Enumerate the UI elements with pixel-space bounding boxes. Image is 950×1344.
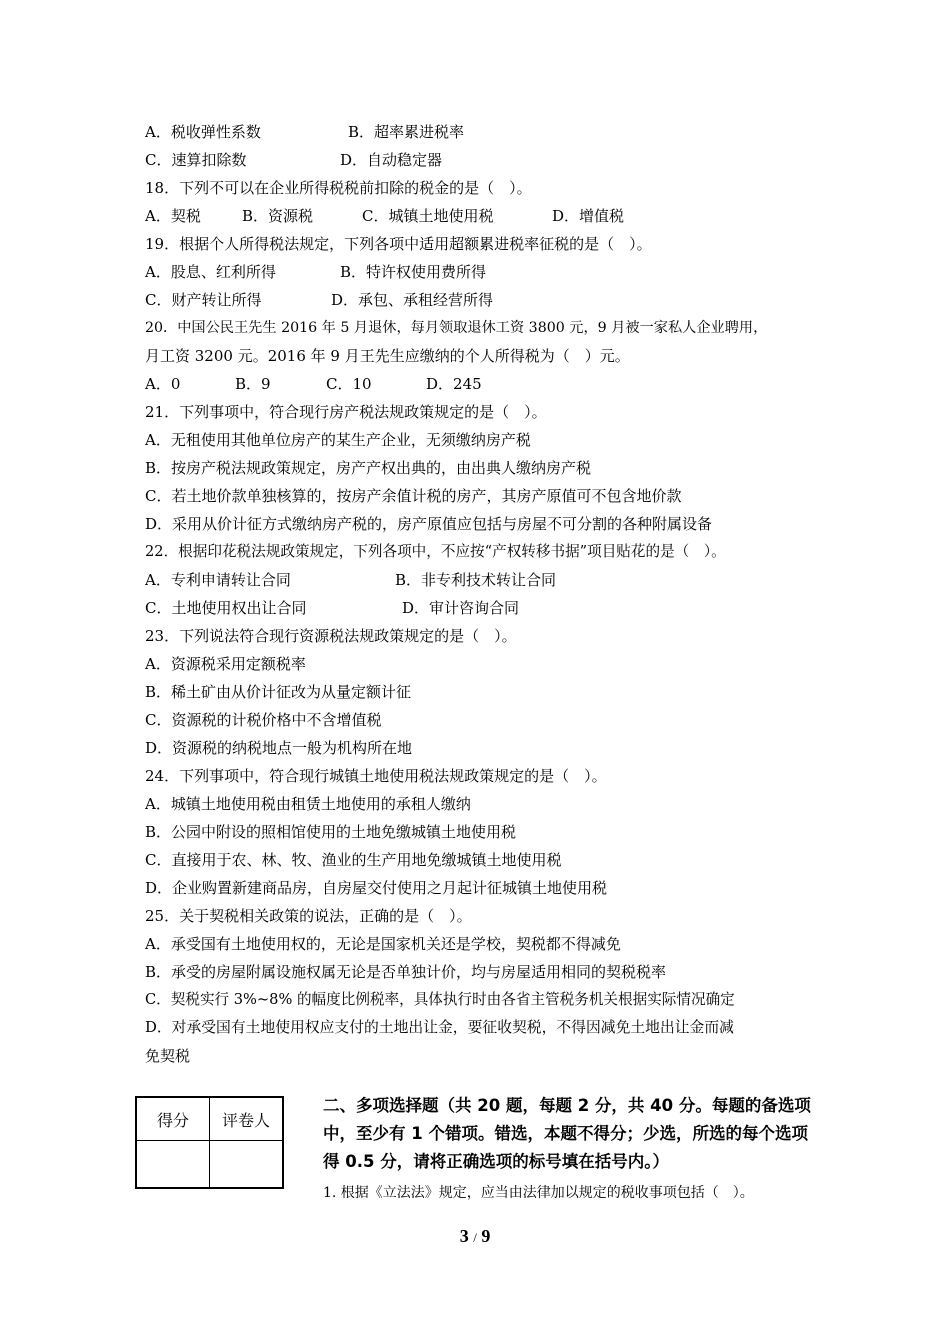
- q19-option-d: D．承包、承租经营所得: [331, 291, 494, 309]
- q22-option-c: C．土地使用权出让合同: [145, 599, 307, 617]
- q20-option-d: D．245: [426, 375, 482, 393]
- q25-option-b: B．承受的房屋附属设施权属无论是否单独计价，均与房屋适用相同的契税税率: [145, 963, 667, 981]
- q20-options: [145, 370, 815, 398]
- page-separator: /: [473, 1230, 477, 1245]
- q18-option-b: B．资源税: [242, 207, 314, 225]
- q20-option-b: B．9: [235, 375, 271, 393]
- q20-option-c: C．10: [326, 375, 372, 393]
- grader-cell[interactable]: [210, 1141, 284, 1189]
- q19-option-b: B．特许权使用费所得: [340, 263, 487, 281]
- q21-option-b: B．按房产税法规政策规定，房产产权出典的，由出典人缴纳房产税: [145, 459, 592, 477]
- q22-option-b: B．非专利技术转让合同: [395, 571, 557, 589]
- grader-header: 评卷人: [210, 1097, 284, 1141]
- q17-option-b: B．超率累进税率: [348, 123, 465, 141]
- q18-option-c: C．城镇土地使用税: [362, 207, 494, 225]
- q25-option-c: C．契税实行 3%~8% 的幅度比例税率，具体执行时由各省主管税务机关根据实际情况确定: [145, 991, 735, 1008]
- q18-stem: 18．下列不可以在企业所得税税前扣除的税金的是（ ）。: [145, 179, 532, 197]
- q24-stem: 24．下列事项中，符合现行城镇土地使用税法规政策规定的是（ ）。: [145, 767, 607, 785]
- q22-option-a: A．专利申请转让合同: [145, 571, 291, 589]
- question-content: [145, 118, 815, 1070]
- q22-options-row2: [145, 594, 815, 622]
- q17-option-c: C．速算扣除数: [145, 151, 247, 169]
- page-current: 3: [459, 1226, 469, 1246]
- score-cell[interactable]: [136, 1141, 210, 1189]
- q19-option-c: C．财产转让所得: [145, 291, 262, 309]
- q19-option-a: A．股息、红利所得: [145, 263, 276, 281]
- page-total: 9: [481, 1226, 491, 1246]
- q17-option-d: D．自动稳定器: [340, 151, 443, 169]
- q23-option-c: C．资源税的计税价格中不含增值税: [145, 711, 382, 729]
- q17-option-a: A．税收弹性系数: [145, 123, 261, 141]
- q24-option-a: A．城镇土地使用税由租赁土地使用的承租人缴纳: [145, 795, 471, 813]
- section-2-question-1: 1. 根据《立法法》规定，应当由法律加以规定的税收事项包括（ ）。: [323, 1185, 754, 1201]
- q22-stem: 22．根据印花税法规政策规定，下列各项中，不应按“产权转移书据”项目贴花的是（ ）。: [145, 543, 726, 560]
- q20-stem-line1: 20．中国公民王先生 2016 年 5 月退休，每月领取退休工资 3800 元，9 月被一家私人企业聘用，: [145, 320, 768, 336]
- q21-stem: 21．下列事项中，符合现行房产税法规政策规定的是（ ）。: [145, 403, 547, 421]
- q17-options-row1: [145, 118, 815, 146]
- q21-option-a: A．无租使用其他单位房产的某生产企业，无须缴纳房产税: [145, 431, 531, 449]
- q24-option-d: D．企业购置新建商品房，自房屋交付使用之月起计征城镇土地使用税: [145, 879, 608, 897]
- q17-options-row2: [145, 146, 815, 174]
- q21-option-d: D．采用从价计征方式缴纳房产税的，房产原值应包括与房屋不可分割的各种附属设备: [145, 515, 713, 533]
- q20-stem-line2: 月工资 3200 元。2016 年 9 月王先生应缴纳的个人所得税为（ ）元。: [145, 347, 630, 365]
- q18-option-d: D．增值税: [552, 207, 625, 225]
- q22-options-row1: [145, 566, 815, 594]
- q19-options-row2: [145, 286, 815, 314]
- q23-option-a: A．资源税采用定额税率: [145, 655, 306, 673]
- score-header: 得分: [136, 1097, 210, 1141]
- q19-stem: 19．根据个人所得税法规定，下列各项中适用超额累进税率征税的是（ ）。: [145, 235, 652, 253]
- q20-option-a: A．0: [145, 375, 181, 393]
- q22-option-d: D．审计咨询合同: [402, 599, 520, 617]
- q19-options-row1: [145, 258, 815, 286]
- page-number: [0, 1226, 950, 1247]
- q23-stem: 23．下列说法符合现行资源税法规政策规定的是（ ）。: [145, 627, 517, 645]
- section-2-title: 二、多项选择题（共 20 题，每题 2 分，共 40 分。每题的备选项中，至少有 1 个错项。错选，本题不得分；少选，所选的每个选项得 0.5 分，请将正确选项的标号填在括号内。）: [323, 1096, 811, 1171]
- score-table: [135, 1096, 284, 1189]
- q18-options: [145, 202, 815, 230]
- q25-stem: 25．关于契税相关政策的说法，正确的是（ ）。: [145, 907, 472, 925]
- q25-option-d-line2: 免契税: [145, 1047, 191, 1065]
- q23-option-b: B．稀土矿由从价计征改为从量定额计征: [145, 683, 412, 701]
- q18-option-a: A．契税: [145, 207, 201, 225]
- q25-option-d-line1: D．对承受国有土地使用权应支付的土地出让金，要征收契税，不得因减免土地出让金而减: [145, 1019, 734, 1036]
- q25-option-a: A．承受国有土地使用权的，无论是国家机关还是学校，契税都不得减免: [145, 935, 621, 953]
- q21-option-c: C．若土地价款单独核算的，按房产余值计税的房产，其房产原值可不包含地价款: [145, 487, 682, 505]
- q24-option-b: B．公园中附设的照相馆使用的土地免缴城镇土地使用税: [145, 823, 517, 841]
- q24-option-c: C．直接用于农、林、牧、渔业的生产用地免缴城镇土地使用税: [145, 851, 562, 869]
- q23-option-d: D．资源税的纳税地点一般为机构所在地: [145, 739, 413, 757]
